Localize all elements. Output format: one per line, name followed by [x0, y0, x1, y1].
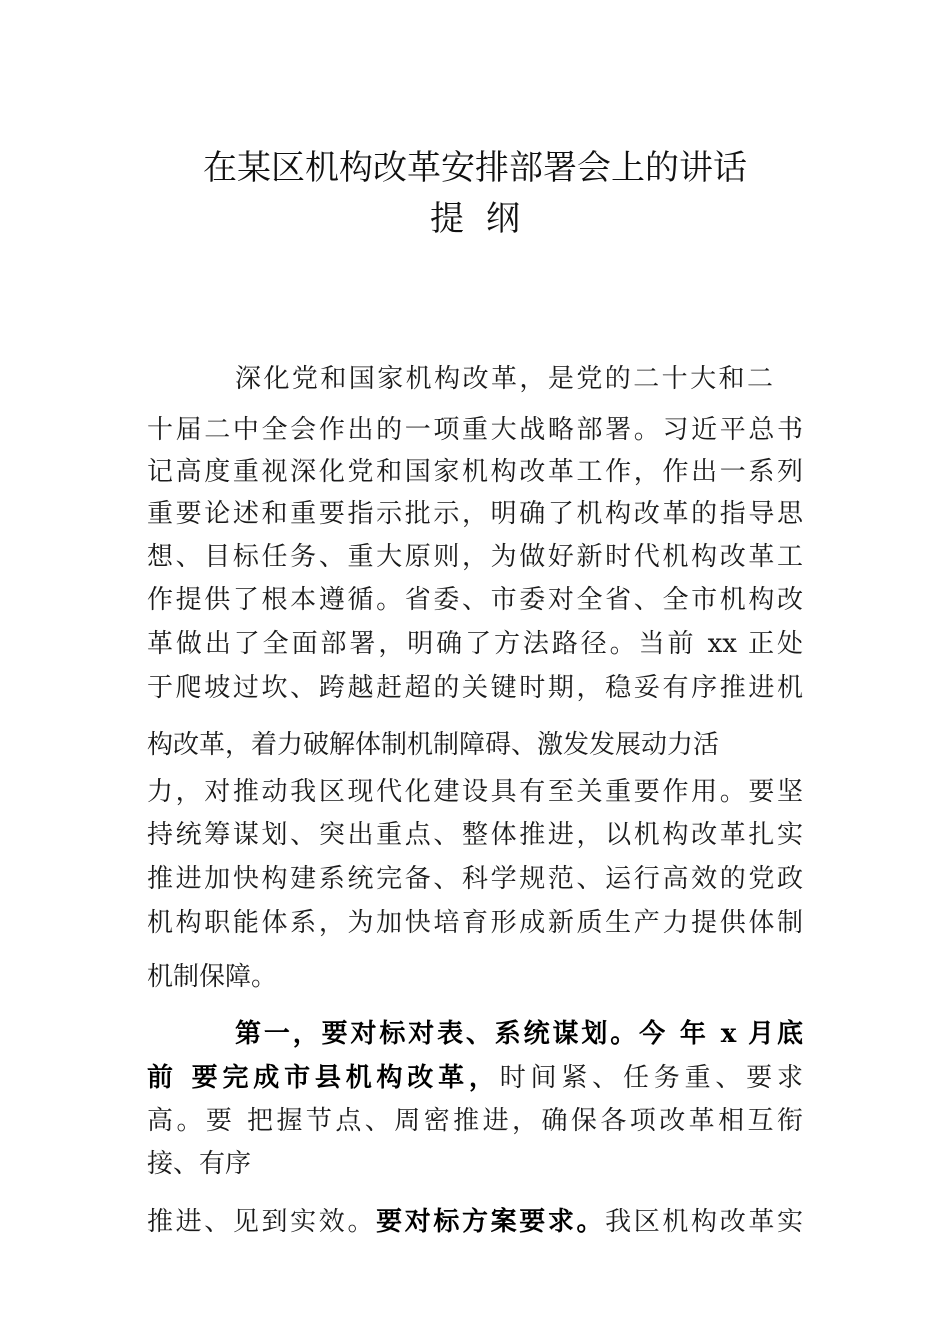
- text-line: 构改革，着力破解体制机制障碍、激发发展动力活: [147, 730, 720, 760]
- text-line: 接、有序: [147, 1149, 252, 1179]
- text-line: 机构职能体系，为加快培育形成新质生产力提供体制: [147, 908, 803, 938]
- text-line: [147, 1205, 803, 1239]
- text-line: 于爬坡过坎、跨越赶超的关键时期，稳妥有序推进机: [147, 673, 803, 703]
- bold-phrase: 前 要完成市县机构改革，: [147, 1063, 500, 1093]
- normal-phrase: 我区机构改革实: [605, 1207, 803, 1237]
- text-line: 记高度重视深化党和国家机构改革工作，作出一系列: [147, 457, 803, 487]
- text-line: 十届二中全会作出的一项重大战略部署。习近平总书: [147, 415, 803, 445]
- text-line: 作提供了根本遵循。省委、市委对全省、全市机构改: [147, 585, 803, 615]
- bold-phrase: 要对标方案要求。: [376, 1207, 606, 1237]
- normal-phrase: 时间紧、任务重、要求: [499, 1063, 803, 1093]
- text-line: 力，对推动我区现代化建设具有至关重要作用。要坚: [147, 777, 803, 807]
- text-line: 深化党和国家机构改革，是党的二十大和二: [235, 364, 773, 394]
- document-title: 在某区机构改革安排部署会上的讲话: [203, 148, 747, 188]
- text-line: 重要论述和重要指示批示，明确了机构改革的指导思: [147, 499, 803, 529]
- section-heading: 第一，要对标对表、系统谋划。今 年 x 月底: [235, 1019, 803, 1049]
- document-subtitle: 提纲: [430, 199, 542, 239]
- text-line: 革做出了全面部署，明确了方法路径。当前 xx 正处: [147, 629, 803, 659]
- text-line: 推进加快构建系统完备、科学规范、运行高效的党政: [147, 864, 803, 894]
- text-line: [147, 1061, 803, 1095]
- text-line: 高。要 把握节点、周密推进，确保各项改革相互衔: [147, 1106, 803, 1136]
- text-line: 持统筹谋划、突出重点、整体推进，以机构改革扎实: [147, 820, 803, 850]
- normal-phrase: 推进、见到实效。: [147, 1207, 377, 1237]
- text-line: 机制保障。: [147, 962, 278, 992]
- text-line: 想、目标任务、重大原则，为做好新时代机构改革工: [147, 542, 803, 572]
